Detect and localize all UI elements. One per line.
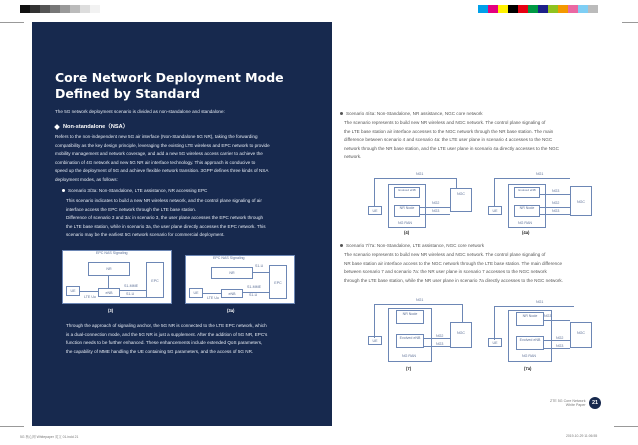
slug-left: 5G 核心网 Whitepaper 英文 01.indd 21 <box>20 435 79 439</box>
nsa-heading-text: Non-standalone（NSA） <box>63 124 129 130</box>
text-line: network. <box>344 154 362 160</box>
scenario7-heading <box>340 242 610 251</box>
connector-line <box>456 178 457 188</box>
signaling-label: EPC NAS Signaling <box>213 256 245 260</box>
epc-box: EPC <box>269 265 287 299</box>
ng1-label: NG1 <box>536 172 544 176</box>
connector-line <box>462 304 463 322</box>
text-line: NR base station air interface access to the NGC network through the LTE base station. The main difference <box>344 260 563 266</box>
diagram-scenario-3a <box>185 255 305 318</box>
connector-line <box>203 293 221 294</box>
connector-line <box>374 304 375 338</box>
connector-line <box>540 194 570 195</box>
s1-mme-label: S1-MME <box>124 284 138 288</box>
connector-line <box>494 178 495 206</box>
enb-box: eNB <box>221 289 243 298</box>
ng2-label: NG2 <box>436 334 444 338</box>
connector-line <box>80 291 98 292</box>
footer-brand-line-2: White Paper <box>565 403 586 407</box>
ng2-label: NG2 <box>556 336 564 340</box>
text-line: through the LTE base station, while the NR user plane in scenario 7a directly accesses to the NGC network. <box>344 277 563 283</box>
text-line: function needs to be further enhanced. These enhancements include extended QoS parameters, <box>66 340 263 346</box>
connector-line <box>540 207 570 208</box>
crop-mark <box>0 22 24 23</box>
diagram-scenario-4 <box>366 172 478 236</box>
connector-line <box>544 348 570 349</box>
nr-box: NR <box>211 267 253 279</box>
ng3-label: NG3 <box>436 342 444 346</box>
connector-line <box>374 178 456 179</box>
ng-ran-label: NG RAN <box>398 221 412 225</box>
scenario4-heading <box>340 110 610 119</box>
text-line: difference between scenario 4 and scenario 4a: the LTE user plane in scenario 4 accesses to the NGC <box>344 137 553 143</box>
diagram-scenario-7 <box>366 298 478 374</box>
diagram-scenario-7a <box>486 300 598 374</box>
lte-uu-label: LTE Uu <box>207 296 219 300</box>
nsa-description <box>55 133 327 185</box>
page-title <box>55 70 325 102</box>
connector-line <box>420 207 450 208</box>
print-color-bar <box>478 5 598 13</box>
ng2-label: NG2 <box>552 201 560 205</box>
footer-brand <box>550 399 586 407</box>
enb-box: eNB <box>98 288 120 297</box>
text-line: network through the NR base station, and the LTE user plane in scenario 4a directly accesses to the NGC <box>344 145 559 151</box>
text-line: speed up the deployment of 5G and achieve flexible network transition. 3GPP defines three kinds of NSA <box>55 168 269 174</box>
nr-node-box: NR Node <box>516 312 544 326</box>
text-line: Refers to the non-independent new 5G air interface (Non-Standalone 5G NR), taking the forwarding <box>55 134 258 139</box>
text-line: is a dual-connection mode, and the 5G NR is just a supplement. After the addition of 5G NR, EPC's <box>66 331 268 337</box>
text-line: mobility management and network coverage, and add a new 5G wireless access carrier to achieve the <box>55 151 263 157</box>
page-number-badge: 21 <box>589 397 601 409</box>
bullet-icon <box>62 189 65 192</box>
scenario3-heading <box>62 187 324 196</box>
connector-line <box>374 304 462 305</box>
ng2-label: NG2 <box>432 201 440 205</box>
connector-line <box>540 214 570 215</box>
text-line: combination of 4G network and new 5G NR air interface technology. This approach is conducive to <box>55 159 256 165</box>
evolved-enb-box: Evolved eNB <box>396 334 424 348</box>
epc-box: EPC <box>146 262 164 298</box>
ue-box: UE <box>66 286 80 296</box>
s1-mme-label: S1-MME <box>247 285 261 289</box>
ue-box: UE <box>368 336 382 345</box>
nr-node-box: NR Node <box>394 205 420 217</box>
title-line-1: Core Network Deployment Mode <box>55 70 284 85</box>
nsa-heading <box>55 122 128 130</box>
ng-ran-label: NG RAN <box>522 354 536 358</box>
title-line-2: Defined by Standard <box>55 86 201 101</box>
diagram-scenario-3 <box>62 250 182 318</box>
text-line: The scenario represents to build new NR wireless and NGC network. The control plane signaling of <box>344 252 546 257</box>
nr-box: NR <box>88 262 130 276</box>
ngc-box: NGC <box>570 322 592 348</box>
evolved-enb-box: Evolved eNB <box>514 187 540 198</box>
text-line: Difference of scenario 3 and 3a: in scenario 3, the user plane accesses the EPC network through <box>66 215 264 221</box>
evolved-enb-box: Evolved eNB <box>394 187 420 198</box>
diagram-caption: (4) <box>404 230 410 235</box>
bullet-icon <box>340 112 343 115</box>
evolved-enb-box: Evolved eNB <box>516 336 544 350</box>
text-line: the LTE base station air interface accesses to the NGC network through the NR base station. The main <box>344 128 554 134</box>
connector-line <box>494 178 570 179</box>
connector-line <box>108 276 109 288</box>
text-line: the capability of MME handling the UE containing 5G parameters, and the access of 5G NR. <box>66 348 254 354</box>
ng1-label: NG1 <box>416 172 424 176</box>
diagram-scenario-4a <box>486 172 598 236</box>
connector-line <box>374 178 375 206</box>
ng1-label: NG1 <box>536 300 544 304</box>
connector-line <box>544 340 570 341</box>
ue-box: UE <box>488 206 502 215</box>
closing-paragraph <box>66 322 326 356</box>
connector-line <box>544 320 570 321</box>
ngc-box: NGC <box>450 322 472 348</box>
lte-uu-label: LTE Uu <box>84 295 96 299</box>
scenario4-description <box>344 119 616 162</box>
ng3-label: NG3 <box>432 209 440 213</box>
connector-line <box>120 290 146 291</box>
ngc-box: NGC <box>570 186 592 216</box>
text-line: interface access the EPC network through the LTE base station. <box>66 206 197 212</box>
text-line: between scenario 7 and scenario 7a: the NR user plane in scenario 7 accesses to the NGC network <box>344 269 547 275</box>
ngc-box: NGC <box>450 188 472 212</box>
crop-mark <box>0 426 24 427</box>
slug-right: 2019-10-29 11:06:55 <box>566 434 598 438</box>
ng1-label: NG1 <box>416 298 424 302</box>
ue-box: UE <box>488 338 502 347</box>
ng3-top-label: NG3 <box>544 314 552 318</box>
connector-line <box>424 346 450 347</box>
connector-line <box>494 306 495 340</box>
ue-box: UE <box>368 206 382 215</box>
ue-box: UE <box>189 288 203 298</box>
nr-node-box: NR Node <box>396 310 424 324</box>
scenario7-heading-text: Scenario 7/7a: Non-Standalone, LTE assistance, NGC core network <box>346 243 485 248</box>
s1-u-top-label: S1-U <box>255 264 264 268</box>
scenario4-heading-text: Scenario 4/4a: Non-Standalone, NR assistance, NGC core network <box>346 111 483 116</box>
bullet-icon <box>340 244 343 247</box>
connector-line <box>420 214 450 215</box>
ng-ran-label: NG RAN <box>518 221 532 225</box>
diagram-caption: (3a) <box>227 308 235 313</box>
s1-u-label: S1-U <box>126 292 135 296</box>
diamond-bullet-icon <box>54 124 60 130</box>
text-line: This scenario indicates to build a new NR wireless network, and the control plane signaling of air <box>66 198 262 203</box>
intro-text: The 5G network deployment scenario is divided as non-standalone and standalone: <box>55 109 225 114</box>
nr-node-box: NR Node <box>514 205 540 217</box>
ng3-label: NG3 <box>552 209 560 213</box>
ng3-top-label: NG3 <box>552 189 560 193</box>
crop-mark <box>614 426 638 427</box>
text-line: deployment modes, as follows: <box>55 176 118 182</box>
text-line: The scenario represents to build new NR wireless and NGC network. The control plane signaling of <box>344 120 546 125</box>
ng3-label: NG3 <box>556 344 564 348</box>
connector-line <box>424 338 450 339</box>
diagram-caption: (4a) <box>522 230 530 235</box>
diagram-caption: (3) <box>108 308 114 313</box>
ng-ran-label: NG RAN <box>402 354 416 358</box>
scenario3-heading-text: Scenario 3/3a: Non-Standalone, LTE assistance, NR accessing EPC <box>68 188 208 193</box>
diagram-caption: (7) <box>406 366 412 371</box>
connector-line <box>243 292 269 293</box>
text-line: scenario may be the earliest 5G network scenario for commercial deployment. <box>66 232 225 238</box>
print-grayscale-bar <box>20 5 100 13</box>
text-line: Through the approach of signaling anchor, the 5G NR is connected to the LTE EPC network, which <box>66 323 267 328</box>
connector-line <box>253 272 269 273</box>
text-line: the LTE base station, while in scenario 3a, the user plane directly accesses the EPC network. This <box>66 223 266 229</box>
scenario3-description <box>66 197 328 240</box>
diagram-caption: (7a) <box>524 366 532 371</box>
text-line: compatibility as the key design principle, leveraging the existing LTE wireless and EPC network to provide <box>55 142 270 148</box>
footer-brand-line-1: ZTE 5G Core Network <box>550 399 586 403</box>
signaling-label: EPC NAS Signaling <box>96 251 128 255</box>
connector-line <box>120 297 146 298</box>
scenario7-description <box>344 251 616 285</box>
s1-u-label: S1-U <box>249 293 258 297</box>
connector-line <box>494 306 574 307</box>
